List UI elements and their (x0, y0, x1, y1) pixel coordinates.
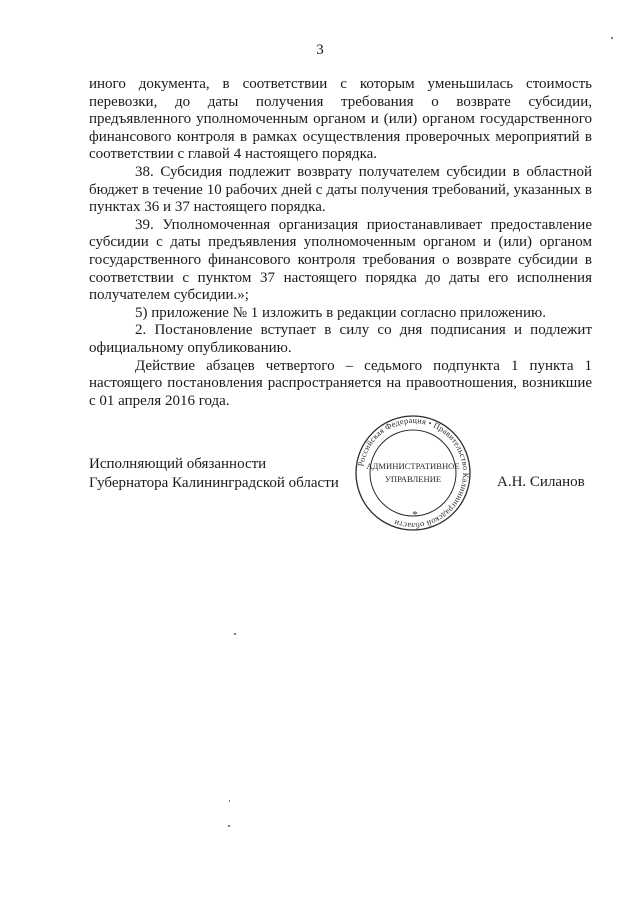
scan-speck (234, 633, 236, 635)
scan-speck (611, 37, 613, 39)
signatory-position-line1: Исполняющий обязанности (89, 456, 267, 472)
page-number: 3 (316, 42, 324, 58)
paragraph-39: 39. Уполномоченная организация приостанавливает предоставление субсидии с даты предъявления уполномоченным органом и (или) органом государственного финансового контроля требования о возврате субсидии в соответствии с пунктом 37 настоящего порядка до даты его исполнения получателем субсидии.»; (89, 216, 592, 304)
paragraph-subitem-5: 5) приложение № 1 изложить в редакции согласно приложению. (135, 304, 546, 321)
stamp-inner-ring (370, 430, 456, 516)
stamp-outer-text: Российская Федерация • Правительство Калининградской области (356, 415, 471, 531)
scan-speck (228, 825, 230, 827)
stamp-inner-line1: АДМИНИСТРАТИВНОЕ (366, 461, 460, 471)
signatory-name: А.Н. Силанов (497, 474, 585, 490)
signatory-position (89, 455, 369, 493)
official-stamp (354, 414, 472, 532)
scan-speck (229, 800, 230, 802)
stamp-inner-line2: УПРАВЛЕНИЕ (384, 474, 442, 484)
paragraph-continuation: иного документа, в соответствии с которым уменьшилась стоимость перевозки, до даты получения требования о возврате субсидии, предъявленного уполномоченным органом и (или) органом государственного финансового контроля в рамках осуществления проверочных мероприятий в соответствии с главой 4 настоящего порядка. (89, 76, 592, 163)
signatory-position-line2: Губернатора Калининградской области (89, 475, 339, 491)
document-body (89, 76, 592, 410)
stamp-star: * (412, 509, 418, 521)
paragraph-effect: Действие абзацев четвертого – седьмого подпункта 1 пункта 1 настоящего постановления распространяется на правоотношения, возникшие с 01 апреля 2016 года. (89, 357, 592, 409)
paragraph-38: 38. Субсидия подлежит возврату получателем субсидии в областной бюджет в течение 10 рабочих дней с даты получения требований, указанных в пунктах 36 и 37 настоящего порядка. (89, 163, 592, 216)
paragraph-item-2: 2. Постановление вступает в силу со дня подписания и подлежит официальному опубликованию. (89, 322, 592, 356)
